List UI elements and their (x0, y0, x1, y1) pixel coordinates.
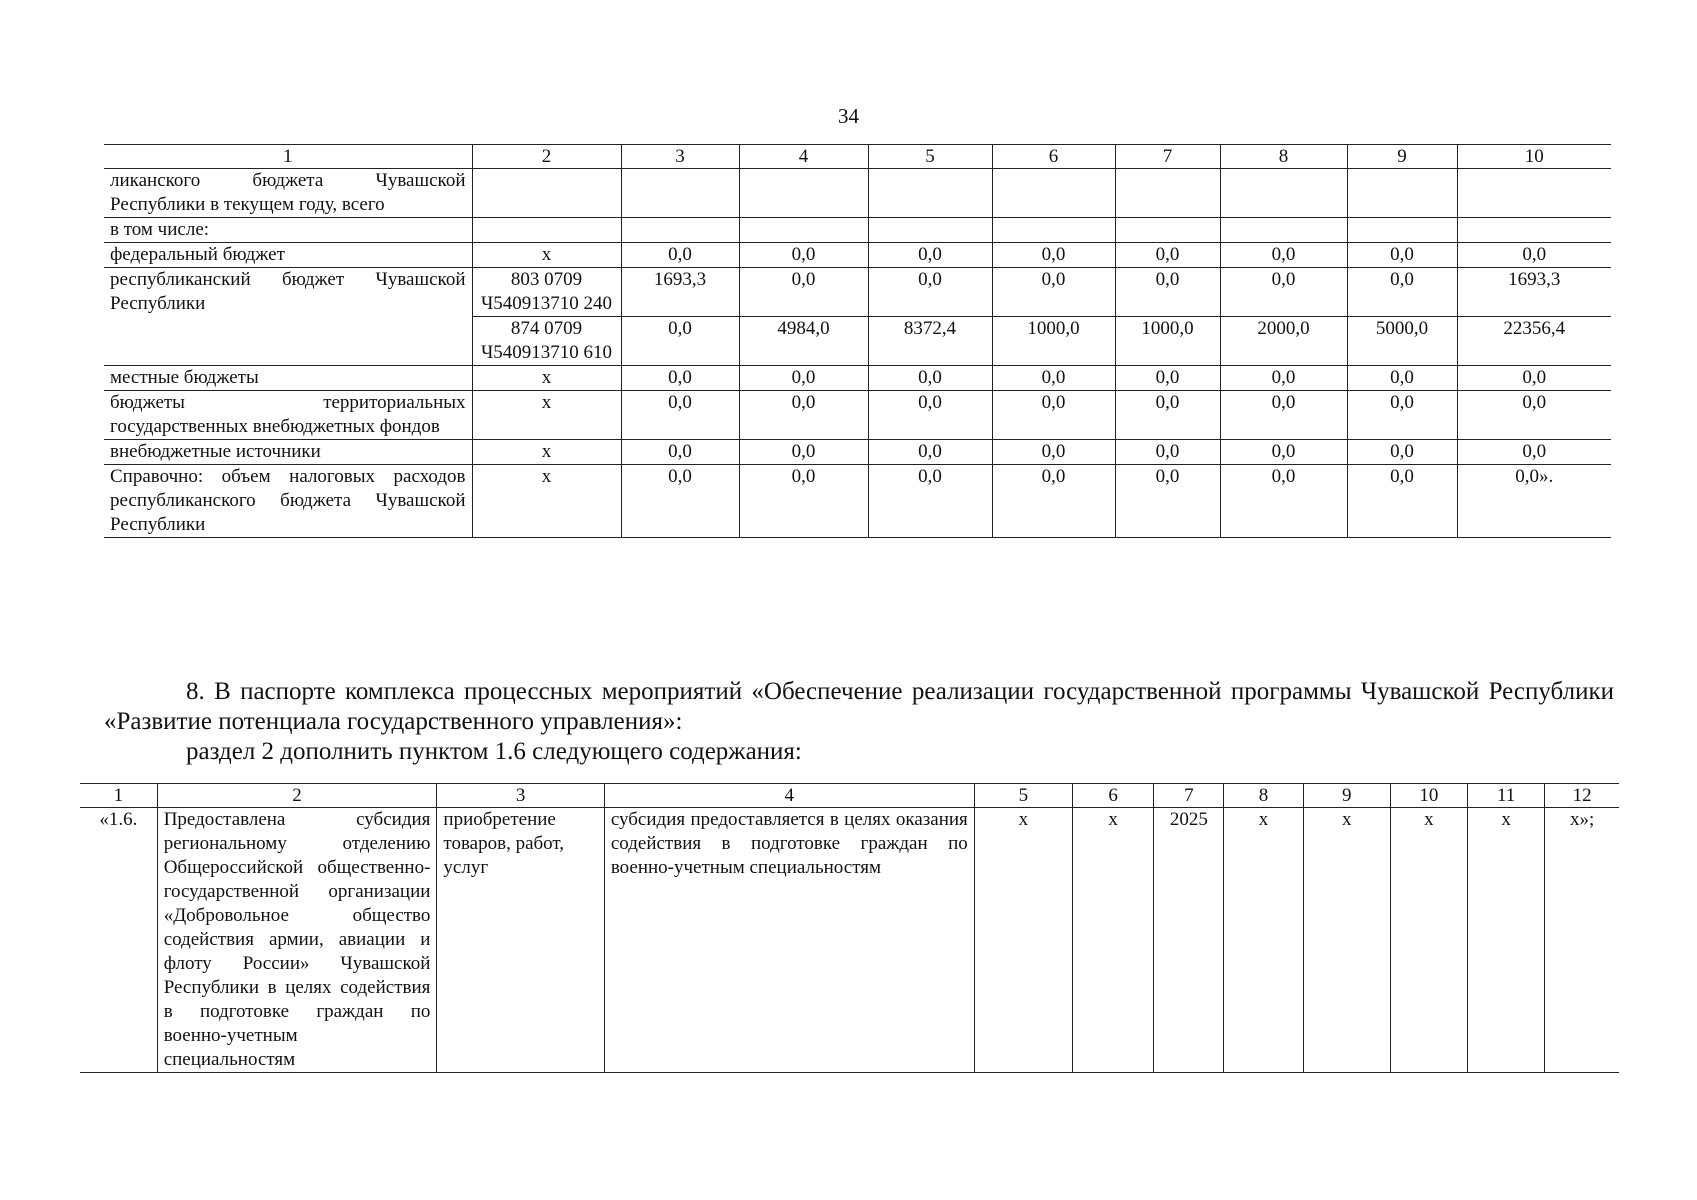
value-cell: 0,0 (868, 440, 992, 465)
value-cell: 1693,3 (621, 268, 739, 317)
value-cell: 0,0 (1115, 391, 1220, 440)
value-cell (1115, 218, 1220, 243)
column-header: 11 (1468, 784, 1545, 808)
table-row (104, 440, 1611, 465)
row-label: федеральный бюджет (104, 243, 472, 268)
value-cell: 0,0 (868, 268, 992, 317)
value-cell: 0,0 (1347, 243, 1457, 268)
table-row (104, 465, 1611, 538)
column-header: 1 (80, 784, 157, 808)
value-cell: 0,0 (739, 440, 868, 465)
column-header: 5 (868, 145, 992, 169)
table-row (104, 366, 1611, 391)
value-cell: 0,0 (1457, 366, 1611, 391)
value-cell: 22356,4 (1457, 317, 1611, 366)
value-cell: х (974, 808, 1072, 1073)
row-label: республиканский бюджет Чувашской Республики (104, 268, 472, 366)
value-cell: 0,0 (621, 317, 739, 366)
column-header: 6 (992, 145, 1115, 169)
value-cell: 0,0 (992, 391, 1115, 440)
value-cell: 0,0 (1220, 243, 1347, 268)
value-cell: х (1468, 808, 1545, 1073)
column-header: 10 (1457, 145, 1611, 169)
value-cell: 0,0 (739, 366, 868, 391)
value-cell: 0,0 (739, 465, 868, 538)
value-cell: 2000,0 (1220, 317, 1347, 366)
code-cell (472, 218, 621, 243)
value-cell: 8372,4 (868, 317, 992, 366)
value-cell (1347, 169, 1457, 218)
value-cell: 0,0 (868, 465, 992, 538)
value-cell: х (1390, 808, 1467, 1073)
column-header: 6 (1073, 784, 1154, 808)
column-header: 3 (437, 784, 604, 808)
value-cell: 0,0 (739, 243, 868, 268)
code-cell (472, 169, 621, 218)
value-cell: 2025 (1154, 808, 1224, 1073)
amendment-paragraph: 8. В паспорте комплекса процессных мероприятий «Обеспечение реализации государственной программы Чувашской Республики «Развитие потенциала государственного управления»: (104, 678, 1614, 735)
value-cell: 1000,0 (992, 317, 1115, 366)
value-cell: 0,0 (1347, 366, 1457, 391)
value-cell (1347, 218, 1457, 243)
column-header: 4 (604, 784, 974, 808)
item-number: «1.6. (80, 808, 157, 1073)
table-row (80, 808, 1619, 1073)
column-header: 12 (1545, 784, 1619, 808)
value-cell (1115, 169, 1220, 218)
column-header: 10 (1390, 784, 1467, 808)
column-header: 7 (1115, 145, 1220, 169)
value-cell (621, 218, 739, 243)
amendment-subparagraph: раздел 2 дополнить пунктом 1.6 следующего содержания: (186, 738, 802, 765)
value-cell: 0,0 (1115, 366, 1220, 391)
value-cell: 0,0 (1220, 268, 1347, 317)
value-cell: 0,0 (1220, 391, 1347, 440)
value-cell: 0,0 (992, 440, 1115, 465)
table-row (104, 218, 1611, 243)
value-cell: 0,0 (739, 391, 868, 440)
value-cell: 0,0 (1220, 440, 1347, 465)
value-cell (868, 218, 992, 243)
code-cell: х (472, 243, 621, 268)
value-cell: 0,0 (868, 243, 992, 268)
value-cell: 0,0 (1347, 268, 1457, 317)
column-header: 2 (472, 145, 621, 169)
value-cell (739, 218, 868, 243)
value-cell: 0,0 (1457, 440, 1611, 465)
value-cell: 1693,3 (1457, 268, 1611, 317)
value-cell: 0,0 (1220, 366, 1347, 391)
row-label: местные бюджеты (104, 366, 472, 391)
value-cell (1457, 169, 1611, 218)
value-cell: 0,0 (992, 243, 1115, 268)
column-header: 8 (1220, 145, 1347, 169)
column-header: 8 (1224, 784, 1303, 808)
row-label: внебюджетные источники (104, 440, 472, 465)
value-cell: 0,0 (1347, 465, 1457, 538)
value-cell (739, 169, 868, 218)
value-cell (1220, 218, 1347, 243)
value-cell (1457, 218, 1611, 243)
value-cell: 0,0 (621, 465, 739, 538)
value-cell: х (1073, 808, 1154, 1073)
code-cell: 874 0709 Ч540913710 610 (472, 317, 621, 366)
value-cell: 0,0 (868, 366, 992, 391)
column-header: 9 (1303, 784, 1390, 808)
column-header: 9 (1347, 145, 1457, 169)
value-cell: 0,0 (621, 440, 739, 465)
value-cell: 1000,0 (1115, 317, 1220, 366)
column-header: 2 (157, 784, 437, 808)
measure-description: Предоставлена субсидия региональному отделению Общероссийской общественно-государственной организации «Добровольное общество содействия армии, авиации и флоту России» Чувашской Республики в целях содействия в подготовке граждан по военно-учетным специальностям (157, 808, 437, 1073)
value-cell: 0,0 (1457, 243, 1611, 268)
table-header-row (80, 784, 1619, 808)
value-cell: х (1303, 808, 1390, 1073)
value-cell: 0,0 (1115, 440, 1220, 465)
code-cell: х (472, 366, 621, 391)
measures-table (80, 783, 1619, 1073)
value-cell (1220, 169, 1347, 218)
table-header-row (104, 145, 1611, 169)
value-cell: 0,0 (621, 243, 739, 268)
value-cell: 0,0 (992, 366, 1115, 391)
budget-table (104, 144, 1611, 538)
value-cell (992, 218, 1115, 243)
row-label: Справочно: объем налоговых расходов республиканского бюджета Чувашской Республики (104, 465, 472, 538)
column-header: 1 (104, 145, 472, 169)
table-row (104, 268, 1611, 317)
column-header: 4 (739, 145, 868, 169)
value-cell: 0,0 (1115, 465, 1220, 538)
value-cell: 0,0 (1220, 465, 1347, 538)
value-cell: 0,0 (621, 391, 739, 440)
value-cell: 0,0 (1115, 243, 1220, 268)
value-cell: 0,0 (1457, 391, 1611, 440)
table-row (104, 243, 1611, 268)
code-cell: х (472, 391, 621, 440)
value-cell: 5000,0 (1347, 317, 1457, 366)
value-cell (868, 169, 992, 218)
code-cell: х (472, 440, 621, 465)
column-header: 3 (621, 145, 739, 169)
page-number: 34 (838, 104, 859, 128)
value-cell: 0,0». (1457, 465, 1611, 538)
value-cell: 0,0 (1347, 391, 1457, 440)
value-cell: 4984,0 (739, 317, 868, 366)
column-header: 5 (974, 784, 1072, 808)
value-cell: 0,0 (739, 268, 868, 317)
row-label: бюджеты территориальных государственных внебюджетных фондов (104, 391, 472, 440)
value-cell: 0,0 (621, 366, 739, 391)
table-row (104, 391, 1611, 440)
value-cell: 0,0 (1347, 440, 1457, 465)
measure-type: приобретение товаров, работ, услуг (437, 808, 604, 1073)
value-cell: 0,0 (992, 465, 1115, 538)
column-header: 7 (1154, 784, 1224, 808)
table-row (104, 169, 1611, 218)
measure-characteristic: субсидия предоставляется в целях оказания содействия в подготовке граждан по военно-учетным специальностям (604, 808, 974, 1073)
row-label: ликанского бюджета Чувашской Республики в текущем году, всего (104, 169, 472, 218)
row-label: в том числе: (104, 218, 472, 243)
value-cell (621, 169, 739, 218)
value-cell: 0,0 (992, 268, 1115, 317)
value-cell: х (1224, 808, 1303, 1073)
value-cell: х»; (1545, 808, 1619, 1073)
value-cell: 0,0 (868, 391, 992, 440)
value-cell: 0,0 (1115, 268, 1220, 317)
code-cell: х (472, 465, 621, 538)
code-cell: 803 0709 Ч540913710 240 (472, 268, 621, 317)
value-cell (992, 169, 1115, 218)
